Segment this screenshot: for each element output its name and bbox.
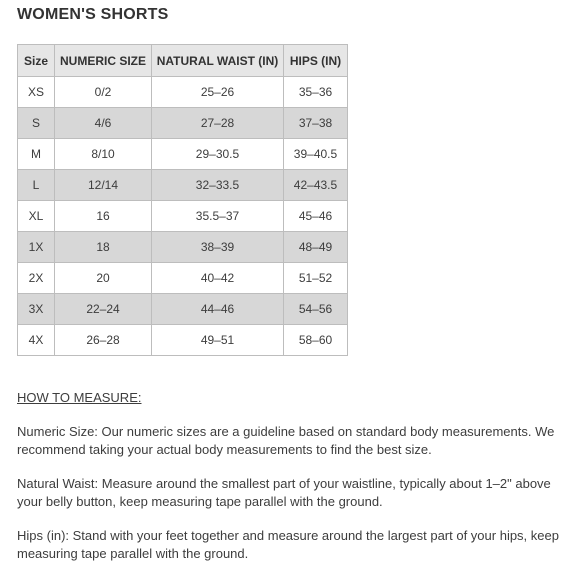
cell-natural-waist: 49–51 — [152, 325, 284, 356]
cell-size: L — [18, 170, 55, 201]
cell-natural-waist: 40–42 — [152, 263, 284, 294]
size-chart-table — [17, 44, 348, 356]
cell-hips: 45–46 — [284, 201, 348, 232]
cell-numeric-size: 16 — [55, 201, 152, 232]
column-header-hips: HIPS (IN) — [284, 45, 348, 77]
cell-hips: 37–38 — [284, 108, 348, 139]
cell-numeric-size: 8/10 — [55, 139, 152, 170]
hips-instructions: Hips (in): Stand with your feet together and measure around the largest part of your hips, keep measuring tape parallel with the ground. — [17, 528, 559, 561]
cell-numeric-size: 0/2 — [55, 77, 152, 108]
cell-natural-waist: 38–39 — [152, 232, 284, 263]
cell-hips: 54–56 — [284, 294, 348, 325]
table-row — [18, 263, 348, 294]
cell-numeric-size: 18 — [55, 232, 152, 263]
natural-waist-instructions: Natural Waist: Measure around the smallest part of your waistline, typically about 1–2" above your belly button, keep measuring tape parallel with the ground. — [17, 476, 551, 509]
cell-numeric-size: 12/14 — [55, 170, 152, 201]
cell-natural-waist: 32–33.5 — [152, 170, 284, 201]
cell-size: S — [18, 108, 55, 139]
cell-hips: 51–52 — [284, 263, 348, 294]
cell-size: XL — [18, 201, 55, 232]
cell-hips: 58–60 — [284, 325, 348, 356]
cell-size: M — [18, 139, 55, 170]
table-row — [18, 170, 348, 201]
column-header-natural-waist: NATURAL WAIST (IN) — [152, 45, 284, 77]
cell-hips: 39–40.5 — [284, 139, 348, 170]
how-to-measure-heading: HOW TO MEASURE: — [17, 390, 142, 405]
column-header-size: Size — [18, 45, 55, 77]
how-to-measure-section — [17, 389, 579, 579]
cell-natural-waist: 35.5–37 — [152, 201, 284, 232]
table-row — [18, 325, 348, 356]
cell-size: 3X — [18, 294, 55, 325]
numeric-size-instructions: Numeric Size: Our numeric sizes are a guideline based on standard body measurements. We recommend taking your actual body measurements to find the best size. — [17, 424, 555, 457]
cell-natural-waist: 25–26 — [152, 77, 284, 108]
cell-numeric-size: 22–24 — [55, 294, 152, 325]
cell-size: XS — [18, 77, 55, 108]
table-row — [18, 232, 348, 263]
table-header-row — [18, 45, 348, 77]
size-table-body — [18, 77, 348, 356]
cell-hips: 35–36 — [284, 77, 348, 108]
table-row — [18, 201, 348, 232]
cell-hips: 42–43.5 — [284, 170, 348, 201]
cell-natural-waist: 29–30.5 — [152, 139, 284, 170]
cell-hips: 48–49 — [284, 232, 348, 263]
cell-size: 4X — [18, 325, 55, 356]
table-row — [18, 139, 348, 170]
cell-size: 1X — [18, 232, 55, 263]
cell-numeric-size: 4/6 — [55, 108, 152, 139]
cell-numeric-size: 20 — [55, 263, 152, 294]
cell-size: 2X — [18, 263, 55, 294]
cell-natural-waist: 27–28 — [152, 108, 284, 139]
table-row — [18, 294, 348, 325]
cell-natural-waist: 44–46 — [152, 294, 284, 325]
table-row — [18, 77, 348, 108]
column-header-numeric-size: NUMERIC SIZE — [55, 45, 152, 77]
page-title: WOMEN'S SHORTS — [17, 6, 169, 23]
cell-numeric-size: 26–28 — [55, 325, 152, 356]
table-row — [18, 108, 348, 139]
